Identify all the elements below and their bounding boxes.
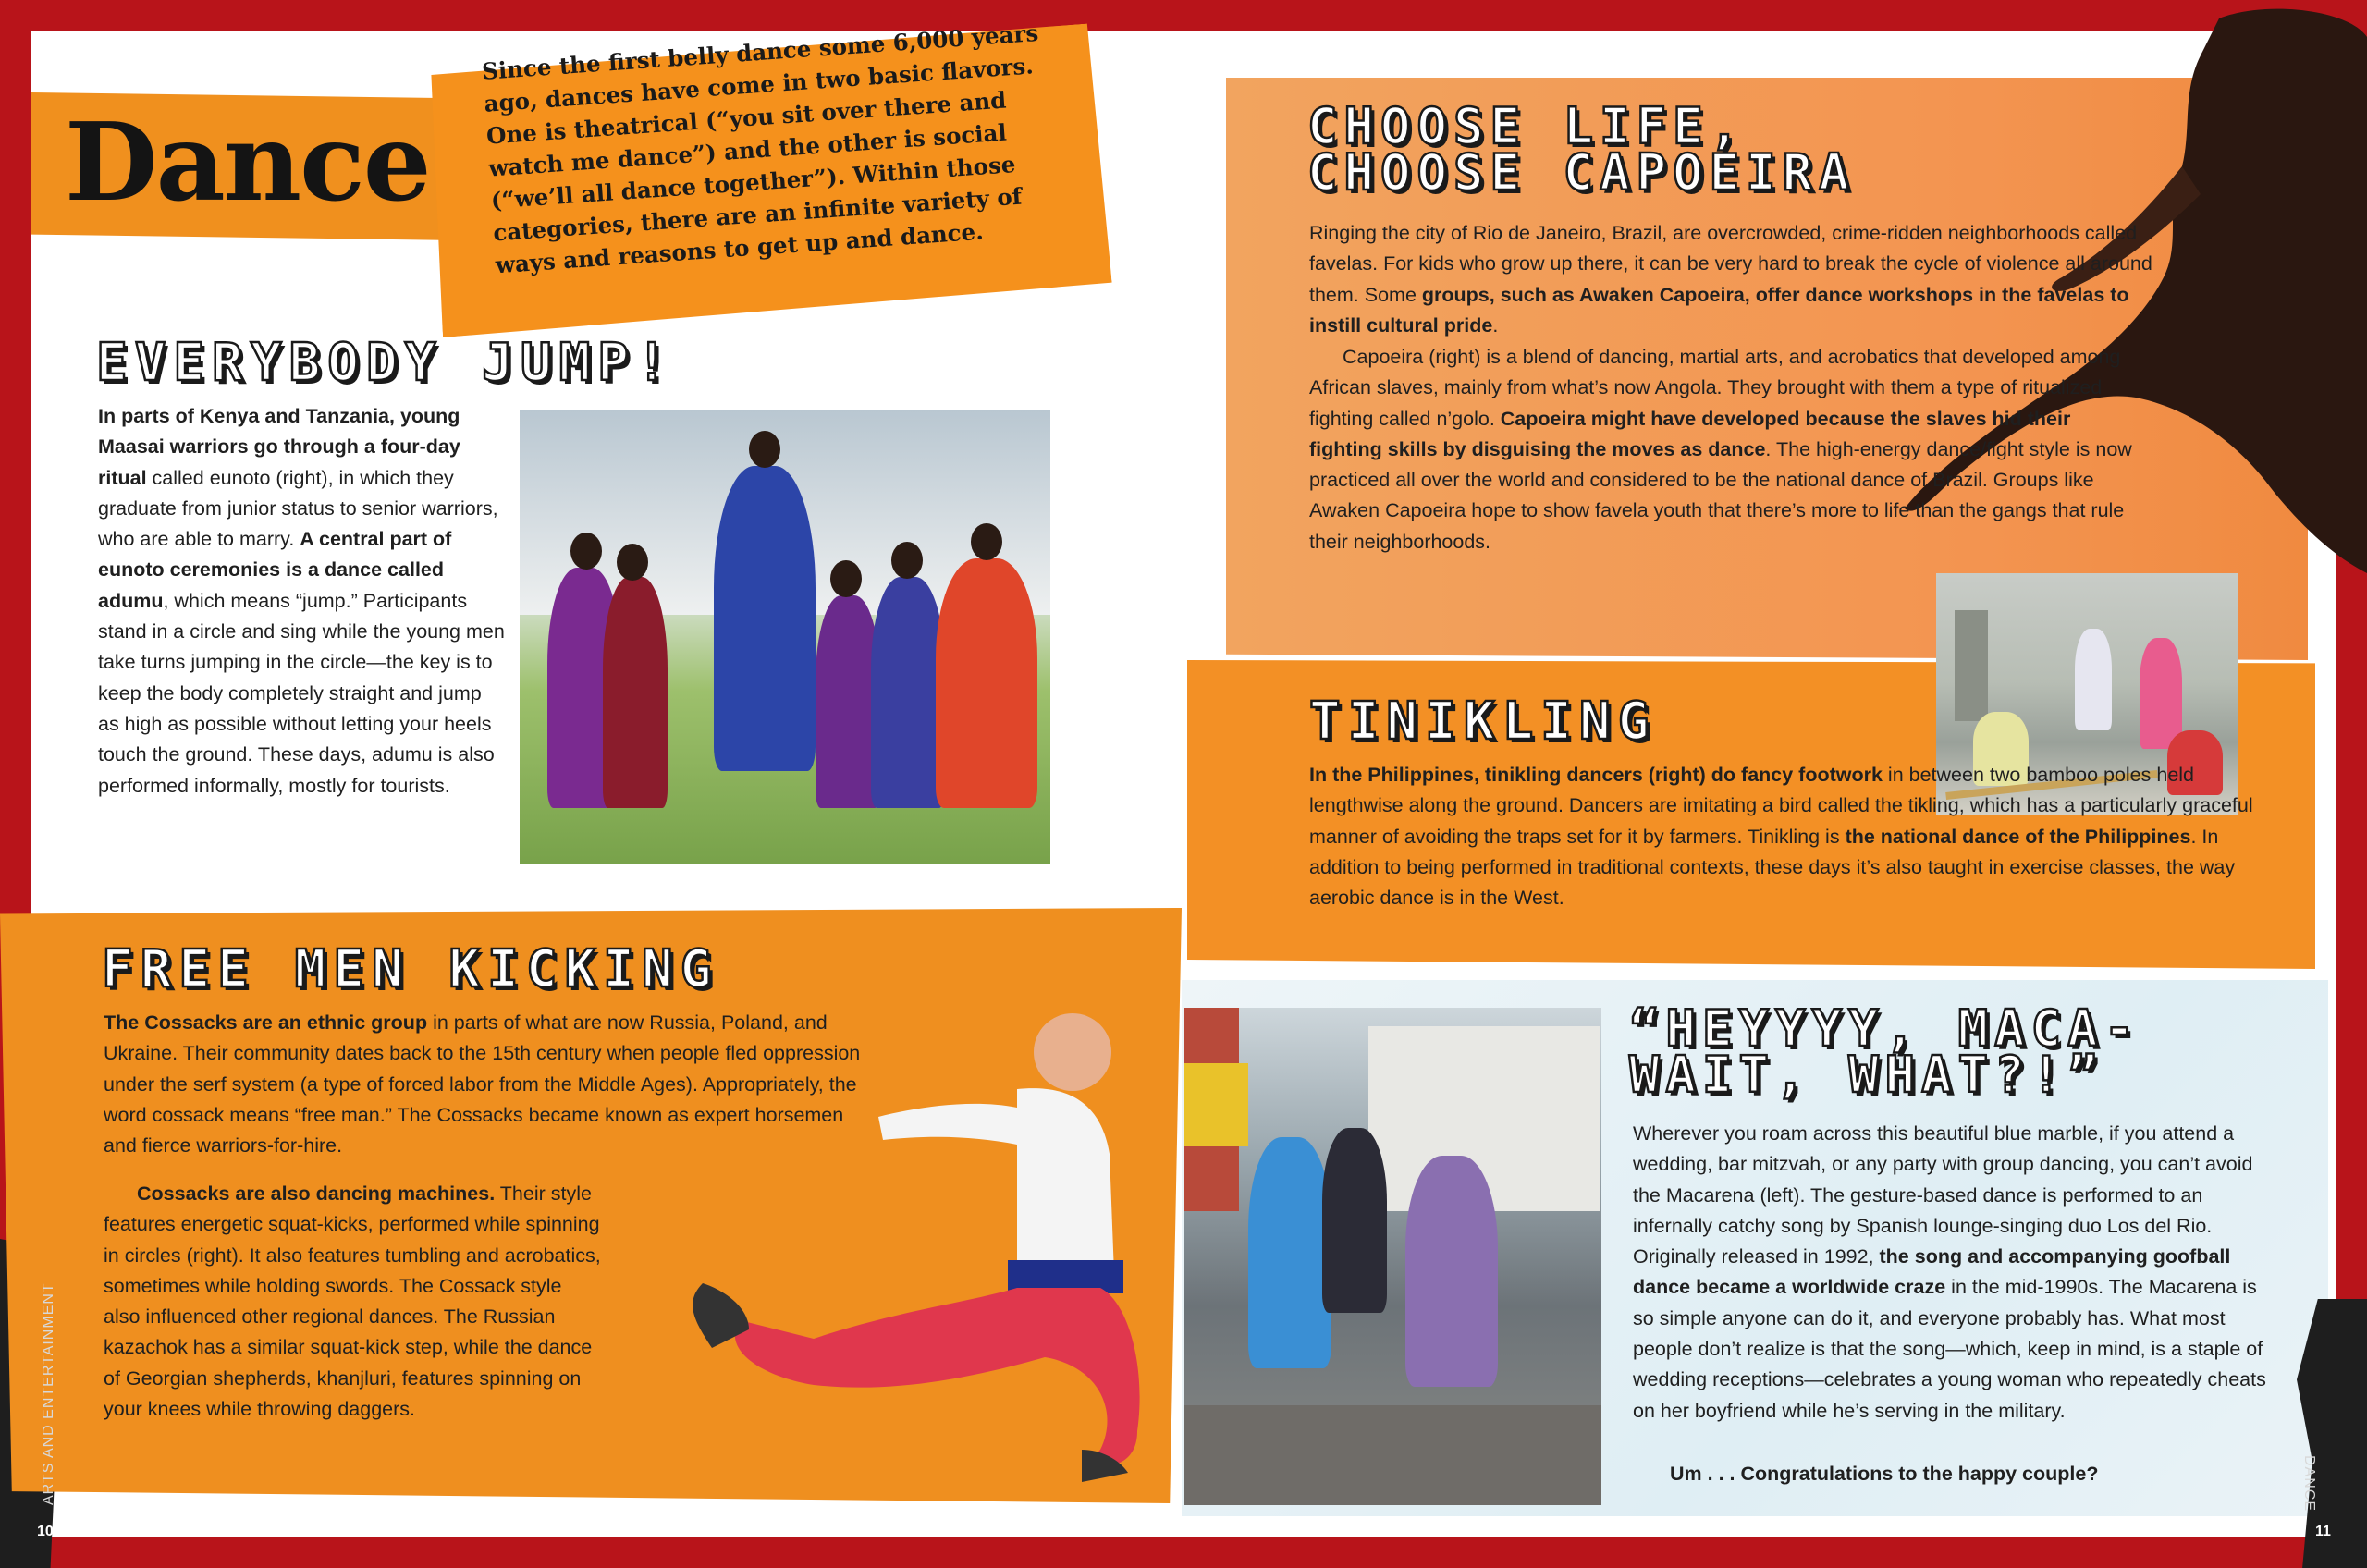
macarena-text-1: Wherever you roam across this beautiful blue marble, if you attend a wedding, bar mitzvah, or any party with group dancing, you can’t avoid the Macarena (left). The gesture-based dance is performed to an infernally catchy song by Spanish lounge-singing duo Los del Rio. Originally released in 1992, [1633, 1122, 2253, 1268]
heading-macarena [1629, 999, 2141, 1104]
warrior-figure-red-shawl [936, 558, 1037, 808]
warrior-figure [603, 577, 668, 808]
cossack-bold-1: The Cossacks are an ethnic group [104, 1011, 428, 1034]
jump-text-2: , which means “jump.” Participants stand in a circle and sing while the young men take turns jumping in the circle—the key is to keep the body completely straight and jump as high as possible without letting your heels touch the ground. These days, adumu is also performed informally, mostly for tourists. [98, 589, 505, 797]
dancer-figure [2075, 629, 2112, 730]
dancer-head [1034, 1013, 1111, 1091]
tinikling-text-2: . In addition to being performed in traditional contexts, these days it’s also taught in exercise classes, the way aerobic dance is in the West. [1309, 825, 2236, 910]
cossack-paragraph-1 [104, 1008, 871, 1161]
heading-macarena-line-1: “HEYYYY, MACA- [1629, 999, 2141, 1058]
jump-bold-2: A central part of eunoto ceremonies is a dance called adumu [98, 528, 452, 612]
column [1955, 610, 1988, 721]
section-label-right: DANCE [2301, 1455, 2317, 1513]
heading-macarena-line-2: WAIT, WHAT?!” [1629, 1046, 2104, 1104]
dancer-arm [878, 1104, 1017, 1145]
dancer-figure [1405, 1156, 1498, 1387]
heading-everybody-jump: EVERYBODY JUMP! [96, 333, 675, 393]
cossack-paragraph-2 [104, 1179, 603, 1425]
macarena-text-2: in the mid-1990s. The Macarena is so simple anyone can do it, and everyone probably has. What most people don’t realize is that the song—which, keep in mind, is a staple of wedding receptions—celebrates a young woman who repeatedly cheats on her boyfriend while he’s serving in the military. [1633, 1276, 2266, 1422]
capoeira-bold-2: Capoeira might have developed because the slaves hid their fighting skills by disguising the moves as dance [1309, 407, 2071, 460]
onlooker-figure [1322, 1128, 1387, 1313]
tinikling-paragraph [1309, 760, 2289, 913]
warrior-figure [871, 577, 945, 808]
jump-paragraph [98, 401, 505, 802]
dancer-figure [1248, 1137, 1331, 1368]
warrior-head [971, 523, 1002, 560]
heading-capoeira-line-1: CHOOSE LIFE, [1307, 97, 1747, 155]
warrior-head [891, 542, 923, 579]
heading-capoeira-line-2: CHOOSE CAPOEIRA [1307, 143, 1856, 202]
macarena-photo [1184, 1008, 1601, 1505]
page-title: Dance [65, 100, 430, 226]
warrior-head [749, 431, 780, 468]
page-number-right: 11 [2315, 1524, 2331, 1539]
jumping-warrior-figure [714, 466, 816, 771]
banner [1184, 1063, 1248, 1146]
street [1184, 1405, 1601, 1505]
jump-bold-1: In parts of Kenya and Tanzania, young Maasai warriors go through a four-day ritual [98, 405, 460, 489]
heading-free-men-kicking: FREE MEN KICKING [102, 939, 719, 999]
warrior-head [830, 560, 862, 597]
jump-text-1: called eunoto (right), in which they graduate from junior status to senior warriors, who are able to marry. [98, 466, 498, 551]
maasai-photo [520, 410, 1050, 864]
dancer-figure [2140, 638, 2182, 749]
capoeira-text-3: Capoeira (right) is a blend of dancing, martial arts, and acrobatics that developed among African slaves, mainly from what’s now Angola. They brought with them a type of ritualized fighting called n’golo. [1309, 346, 2121, 430]
capoeira-bold-1: groups, such as Awaken Capoeira, offer dance workshops in the favelas to instill cultural pride [1309, 283, 2129, 337]
warrior-head [570, 533, 602, 570]
page-number-left: 10 [37, 1524, 54, 1539]
warrior-head [617, 544, 648, 581]
cossack-text-2: Their style features energetic squat-kicks, performed while spinning in circles (right). It also features tumbling and acrobatics, sometimes while holding swords. The Cossack style also influenced other regional dances. The Russian kazachok has a similar squat-kick step, while the dance of Georgian shepherds, khanjluri, features spinning on your knees while throwing daggers. [104, 1182, 601, 1421]
capoeira-text-4: . The high-energy dance/fight style is now practiced all over the world and considered to be the national dance of Brazil. Groups like Awaken Capoeira hope to show favela youth that there’s more to life than the gangs that rule their neighborhoods. [1309, 437, 2132, 553]
tinikling-bold-2: the national dance of the Philippines [1845, 825, 2191, 848]
cossack-bold-2: Cossacks are also dancing machines. [137, 1182, 496, 1205]
capoeira-paragraph-2 [1309, 342, 2141, 557]
heading-tinikling: TINIKLING [1309, 692, 1657, 752]
macarena-bold-1: the song and accompanying goofball dance became a worldwide craze [1633, 1245, 2231, 1299]
intro-text: Since the first belly dance some 6,000 years ago, dances have come in two basic flavors. One is theatrical (“you sit over there and watch me dance”) and the other is social (“we’ll all dance together”). Within those categories, there are an infinite variety of ways and reasons to get up and dance. [481, 18, 1039, 279]
capoeira-text-1: Ringing the city of Rio de Janeiro, Brazil, are overcrowded, crime-ridden neighborhoods called favelas. For kids who grow up there, it can be very hard to break the cycle of violence all around them. Some [1309, 222, 2152, 306]
macarena-closing: Um . . . Congratulations to the happy couple? [1670, 1463, 2099, 1485]
capoeira-text-2: . [1492, 313, 1499, 337]
tinikling-bold-1: In the Philippines, tinikling dancers (right) do fancy footwork [1309, 764, 1883, 786]
dancer-shirt [1017, 1088, 1114, 1280]
section-label-left: ARTS AND ENTERTAINMENT [41, 1282, 56, 1505]
tinikling-text-1: in between two bamboo poles held lengthwise along the ground. Dancers are imitating a bird called the tikling, which has a particularly graceful manner of avoiding the traps set for it by farmers. Tinikling is [1309, 764, 2253, 848]
capoeira-paragraph-1 [1309, 218, 2160, 341]
dancer-trousers [735, 1288, 1140, 1464]
heading-choose-capoeira [1307, 97, 1856, 202]
cossack-text-1: in parts of what are now Russia, Poland, and Ukraine. Their community dates back to the 15th century when people fled oppression under the serf system (a type of forced labor from the Middle Ages). Appropriately, the word cossack means “free man.” The Cossacks became known as expert horsemen and fierce warriors-for-hire. [104, 1011, 861, 1158]
macarena-paragraph [1633, 1119, 2280, 1427]
